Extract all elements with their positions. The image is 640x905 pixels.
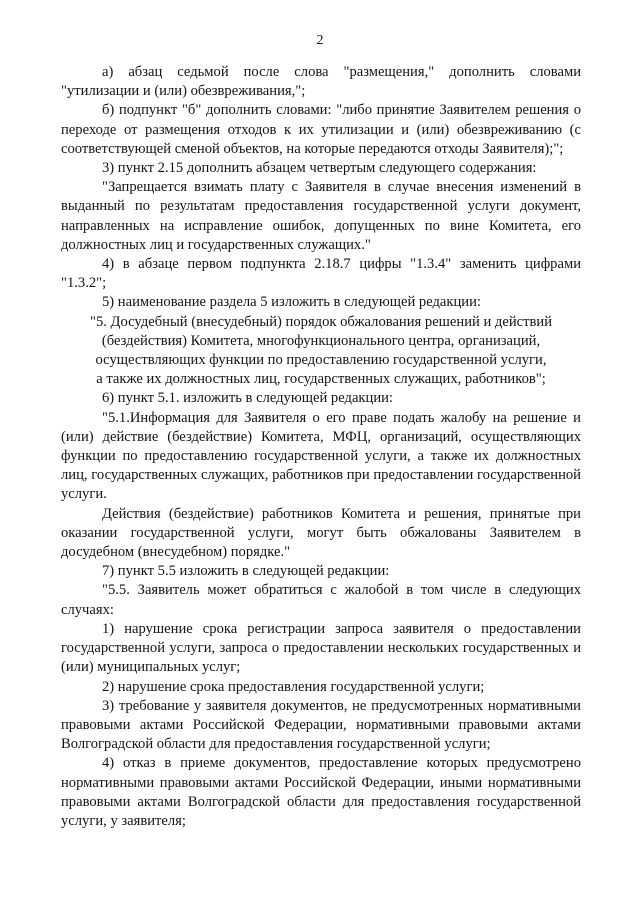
paragraph-item-4: 4) в абзаце первом подпункта 2.18.7 цифры "1.3.4" заменить цифрами "1.3.2"; (61, 256, 581, 292)
section-5-title-line-3: осуществляющих функции по предоставлению государственной услуги, (95, 352, 547, 369)
paragraph-quote-2-15: "Запрещается взимать плату с Заявителя в случае внесения изменений в выданный по результатам предоставления государственной услуги документ, направленных на исправление ошибок, допущенных по вине Комитета, его должностных лиц и государственных служащих." (61, 179, 581, 253)
paragraph-item-3: 3) пункт 2.15 дополнить абзацем четвертым следующего содержания: (102, 160, 537, 177)
section-5-title-line-2: (бездействия) Комитета, многофункционального центра, организаций, (101, 332, 541, 349)
paragraph-item-6: 6) пункт 5.1. изложить в следующей редакции: (102, 390, 393, 407)
paragraph-a: а) абзац седьмой после слова "размещения," дополнить словами "утилизации и (или) обезвреживания,"; (61, 64, 581, 100)
paragraph-b: б) подпункт "б" дополнить словами: "либо принятие Заявителем решения о переходе от размещения отходов к их утилизации и (или) обезвреживанию (с соответствующей сменой объектов, на которые передаются отходы Заявителя);"; (61, 102, 581, 157)
paragraph-actions: Действия (бездействие) работников Комитета и решения, принятые при оказании государственной услуги, могут быть обжалованы Заявителем в досудебном (внесудебном) порядке." (61, 505, 581, 561)
paragraph-5-1: "5.1.Информация для Заявителя о его праве подать жалобу на решение и (или) действие (бездействие) Комитета, МФЦ, организаций, осуществляющих функции по предоставлению государственной услуги, а также их должностных лиц, государственных служащих, работников при предоставлении государственной услуги. (61, 409, 581, 503)
list-case-3: 3) требование у заявителя документов, не предусмотренных нормативными правовыми актами Российской Федерации, нормативными правовыми актами Волгоградской области для предоставления государственной услуги; (61, 697, 581, 753)
list-case-1: 1) нарушение срока регистрации запроса заявителя о предоставлении государственной услуги, запроса о предоставлении нескольких государственных и (или) муниципальных услуг; (61, 620, 581, 676)
list-case-2: 2) нарушение срока предоставления государственной услуги; (102, 678, 485, 695)
document-body (61, 63, 581, 831)
paragraph-item-7: 7) пункт 5.5 изложить в следующей редакции: (102, 563, 390, 580)
page-number: 2 (316, 33, 324, 48)
list-case-4: 4) отказ в приеме документов, предоставление которых предусмотрено нормативными правовыми актами Российской Федерации, иными нормативными правовыми актами Волгоградской области для предоставления государственной услуги, у заявителя; (61, 755, 581, 829)
paragraph-5-5: "5.5. Заявитель может обратиться с жалобой в том числе в следующих случаях: (61, 582, 581, 618)
section-5-title-line-1: "5. Досудебный (внесудебный) порядок обжалования решений и действий (89, 313, 553, 330)
section-5-title-line-4: а также их должностных лиц, государственных служащих, работников"; (96, 371, 546, 388)
paragraph-item-5: 5) наименование раздела 5 изложить в следующей редакции: (102, 294, 481, 311)
